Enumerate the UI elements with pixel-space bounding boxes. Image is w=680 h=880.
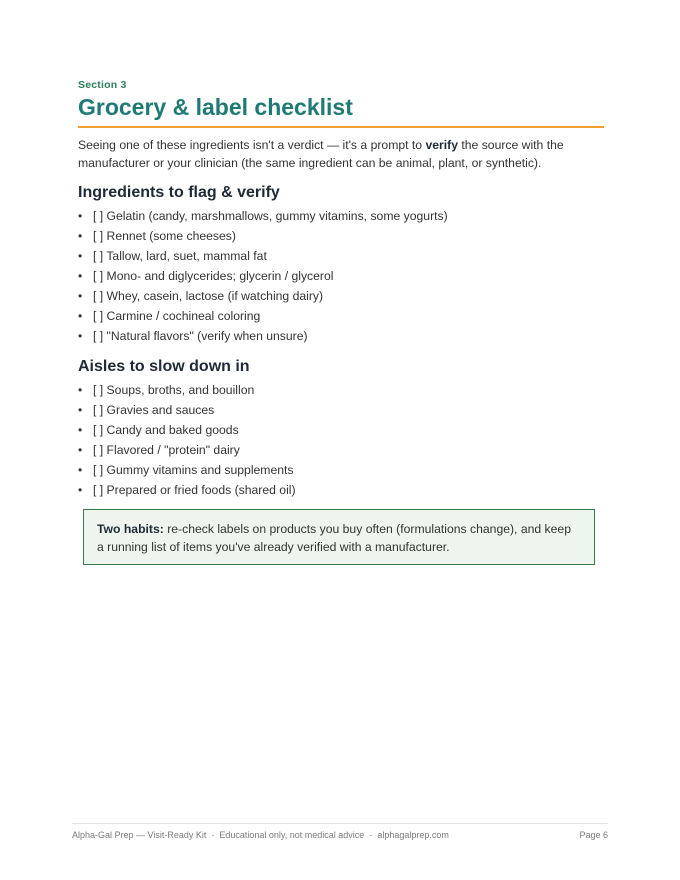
list-item-text: [ ] Flavored / "protein" dairy [93,443,240,457]
intro-paragraph [78,137,604,172]
aisle-item-prepared-foods [78,482,296,502]
ingredient-item-carmine [78,308,448,328]
list-item-text: [ ] Candy and baked goods [93,423,239,437]
bullet-icon: • [78,443,83,457]
footer-disclaimer: Educational only, not medical advice [219,830,365,840]
ingredients-list [78,208,448,348]
page-title: Grocery & label checklist [78,94,353,120]
ingredients-heading: Ingredients to flag & verify [78,184,280,201]
aisle-item-candy [78,422,296,442]
list-item-text: [ ] Rennet (some cheeses) [93,229,236,243]
callout-text: re-check labels on products you buy often (formulations change), and keep a running list of items you've already verified with a manufacturer. [97,522,571,554]
bullet-icon: • [78,463,83,477]
bullet-icon: • [78,483,83,497]
bullet-icon: • [78,329,83,343]
section-label: Section 3 [78,79,127,91]
list-item-text: [ ] Mono- and diglycerides; glycerin / glycerol [93,269,334,283]
ingredient-item-rennet [78,228,448,248]
list-item-text: [ ] Soups, broths, and bouillon [93,383,255,397]
list-item-text: [ ] Gravies and sauces [93,403,215,417]
ingredient-item-tallow [78,248,448,268]
bullet-icon: • [78,309,83,323]
list-item-text: [ ] Whey, casein, lactose (if watching dairy) [93,289,324,303]
ingredient-item-whey [78,288,448,308]
intro-emphasis: verify [425,138,458,152]
page-number: Page 6 [579,830,608,840]
footer-info [72,830,449,840]
intro-text-before: Seeing one of these ingredients isn't a verdict — it's a prompt to [78,138,426,152]
footer-separator: · [369,830,373,840]
bullet-icon: • [78,403,83,417]
list-item-text: [ ] Prepared or fried foods (shared oil) [93,483,296,497]
aisles-heading: Aisles to slow down in [78,358,250,375]
footer-divider [72,823,608,824]
list-item-text: [ ] Gelatin (candy, marshmallows, gummy vitamins, some yogurts) [93,209,448,223]
list-item-text: [ ] "Natural flavors" (verify when unsure) [93,329,308,343]
ingredient-item-glycerides [78,268,448,288]
footer-separator: · [211,830,215,840]
bullet-icon: • [78,249,83,263]
aisle-item-gravies [78,402,296,422]
tip-callout [83,509,595,565]
callout-label: Two habits: [97,522,164,536]
aisle-item-soups [78,382,296,402]
bullet-icon: • [78,209,83,223]
aisles-list [78,382,296,502]
bullet-icon: • [78,383,83,397]
aisle-item-dairy [78,442,296,462]
intro-text-after: the source with the manufacturer or your clinician (the same ingredient can be animal, plant, or synthetic). [78,138,564,170]
list-item-text: [ ] Carmine / cochineal coloring [93,309,261,323]
ingredient-item-gelatin [78,208,448,228]
bullet-icon: • [78,423,83,437]
footer-brand: Alpha-Gal Prep — Visit-Ready Kit [72,830,207,840]
title-divider [78,126,604,128]
bullet-icon: • [78,269,83,283]
bullet-icon: • [78,229,83,243]
aisle-item-gummy-vitamins [78,462,296,482]
footer-site: alphagalprep.com [377,830,449,840]
list-item-text: [ ] Gummy vitamins and supplements [93,463,294,477]
list-item-text: [ ] Tallow, lard, suet, mammal fat [93,249,267,263]
bullet-icon: • [78,289,83,303]
ingredient-item-natural-flavors [78,328,448,348]
